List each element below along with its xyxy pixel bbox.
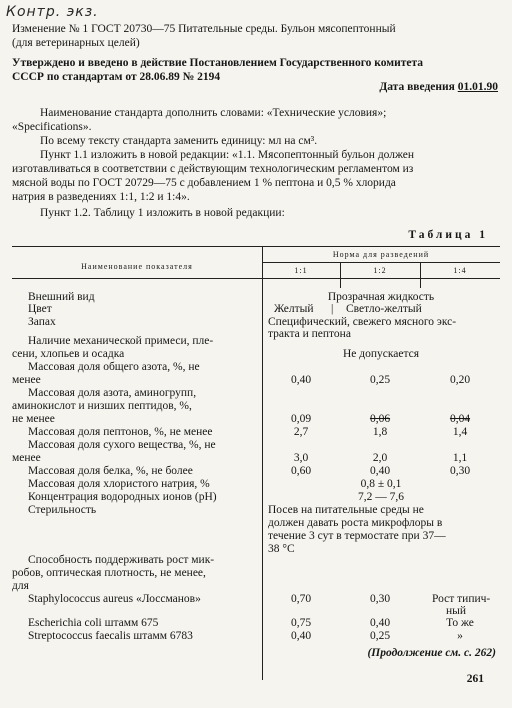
- cell-value: То же: [446, 617, 474, 629]
- row-label: робов, оптическая плотность, не менее,: [12, 567, 206, 579]
- row-label: для: [12, 580, 29, 592]
- cell-value: 0,40: [369, 617, 391, 629]
- cell-merged: 38 °С: [268, 543, 295, 555]
- cell-value: 0,70: [290, 593, 312, 605]
- cell-value: »: [457, 630, 463, 642]
- cell-value: 0,30: [449, 465, 471, 477]
- row-label: Staphylococcus aureus «Лоссманов»: [28, 593, 201, 605]
- amendment-subtitle: (для ветеринарных целей): [12, 37, 140, 49]
- row-label: Массовая доля общего азота, %, не: [28, 361, 200, 373]
- cell-merged: 7,2 — 7,6: [358, 491, 404, 503]
- row-label: Наличие механической примеси, пле-: [28, 335, 214, 347]
- approval-line-2: СССР по стандартам от 28.06.89 № 2194: [12, 71, 221, 83]
- row-label: Способность поддерживать рост мик-: [28, 554, 215, 566]
- cell-merged: Прозрачная жидкость: [327, 291, 435, 303]
- row-label: Массовая доля азота, аминогрупп,: [28, 387, 197, 399]
- cell-value: 2,7: [293, 426, 309, 438]
- cell-merged: течение 3 сут в термостате при 37—: [268, 530, 446, 542]
- cell-value: 0,75: [290, 617, 312, 629]
- row-label: Массовая доля пептонов, %, не менее: [28, 426, 213, 438]
- col-header-1-2: 1:2: [373, 266, 387, 275]
- cell-value: 0,40: [369, 465, 391, 477]
- col-header-1-1: 1:1: [294, 266, 308, 275]
- introduction-date: [379, 80, 498, 94]
- date-value: 01.01.90: [457, 81, 498, 93]
- row-label: Запах: [28, 316, 56, 328]
- cell-value: 1,4: [452, 426, 468, 438]
- paragraph-line: изготавливаться в соответствии с действующим технологическим регламентом из: [12, 163, 414, 175]
- paragraph-line: Пункт 1.2. Таблицу 1 изложить в новой редакции:: [40, 207, 285, 219]
- row-label: Концентрация водородных ионов (pH): [28, 491, 217, 503]
- row-label: Цвет: [28, 303, 52, 315]
- cell-value: 0,20: [449, 374, 471, 386]
- continuation-note: (Продолжение см. с. 262): [367, 647, 496, 659]
- cell-value: 1,8: [372, 426, 388, 438]
- table-top-rule: [12, 246, 500, 247]
- row-label: Стерильность: [28, 504, 97, 516]
- row-label: не менее: [12, 413, 55, 425]
- row-label: Escherichia coli штамм 675: [28, 617, 159, 629]
- row-label: менее: [12, 452, 41, 464]
- paragraph-line: натрия в разведениях 1:1, 1:2 и 1:4».: [12, 191, 190, 203]
- approval-line-1: Утверждено и введено в действие Постановлением Государственного комитета: [12, 57, 424, 69]
- cell-value: Светло-желтый: [346, 303, 422, 315]
- handwritten-note: Контр. экз.: [6, 4, 99, 20]
- table-header-rule: [12, 278, 500, 279]
- cell-value: 0,25: [369, 374, 391, 386]
- row-label: Streptococcus faecalis штамм 6783: [28, 630, 193, 642]
- paragraph-line: Пункт 1.1 изложить в новой редакции: «1.1. Мясопептонный бульон должен: [40, 149, 415, 161]
- row-label: Массовая доля хлористого натрия, %: [28, 478, 210, 490]
- row-label: Массовая доля сухого вещества, %, не: [28, 439, 216, 451]
- date-label: Дата введения: [379, 81, 455, 93]
- cell-value: 3,0: [293, 452, 309, 464]
- cell-separator: |: [331, 303, 334, 315]
- row-label: сени, хлопьев и осадка: [12, 348, 125, 360]
- col-header-1-4: 1:4: [453, 266, 467, 275]
- cell-merged: тракта и пептона: [268, 328, 351, 340]
- cell-value: 0,60: [290, 465, 312, 477]
- cell-value: 0,06: [369, 413, 391, 425]
- cell-merged: Специфический, свежего мясного экс-: [268, 316, 457, 328]
- paragraph-line: По всему тексту стандарта заменить единицу: мл на см³.: [40, 135, 318, 147]
- paragraph-line: мясной воды по ГОСТ 20729—75 с добавлением 1 % пептона и 0,5 % хлорида: [12, 177, 396, 189]
- cell-value: 1,1: [452, 452, 468, 464]
- cell-value: Рост типич-: [432, 593, 491, 605]
- cell-value: 0,04: [449, 413, 471, 425]
- cell-value: 0,25: [369, 630, 391, 642]
- cell-value: 0,09: [290, 413, 312, 425]
- cell-value: 0,40: [290, 630, 312, 642]
- paragraph-line: «Specifications».: [12, 121, 92, 133]
- cell-merged: 0,8 ± 0,1: [360, 478, 402, 490]
- row-label: Внешний вид: [28, 291, 95, 303]
- paragraph-line: Наименование стандарта дополнить словами: «Технические условия»;: [40, 107, 387, 119]
- col-header-norm: Норма для разведений: [332, 250, 430, 259]
- cell-merged: Посев на питательные среды не: [268, 504, 424, 516]
- amendment-title: Изменение № 1 ГОСТ 20730—75 Питательные среды. Бульон мясопептонный: [12, 23, 396, 35]
- row-label: Массовая доля белка, %, не более: [28, 465, 193, 477]
- page-number: 261: [466, 673, 484, 685]
- row-label: менее: [12, 374, 41, 386]
- cell-value: 0,40: [290, 374, 312, 386]
- cell-value: 2,0: [372, 452, 388, 464]
- cell-value: ный: [446, 605, 467, 617]
- cell-merged: должен давать роста микрофлоры в: [268, 517, 443, 529]
- col-header-indicator: Наименование показателя: [81, 262, 193, 271]
- table-group-rule: [262, 262, 500, 263]
- row-label: аминокислот и низших пептидов, %,: [12, 400, 192, 412]
- cell-value: Желтый: [274, 303, 314, 315]
- cell-value: 0,30: [369, 593, 391, 605]
- cell-merged: Не допускается: [342, 348, 420, 360]
- table-caption: Таблица 1: [408, 229, 488, 241]
